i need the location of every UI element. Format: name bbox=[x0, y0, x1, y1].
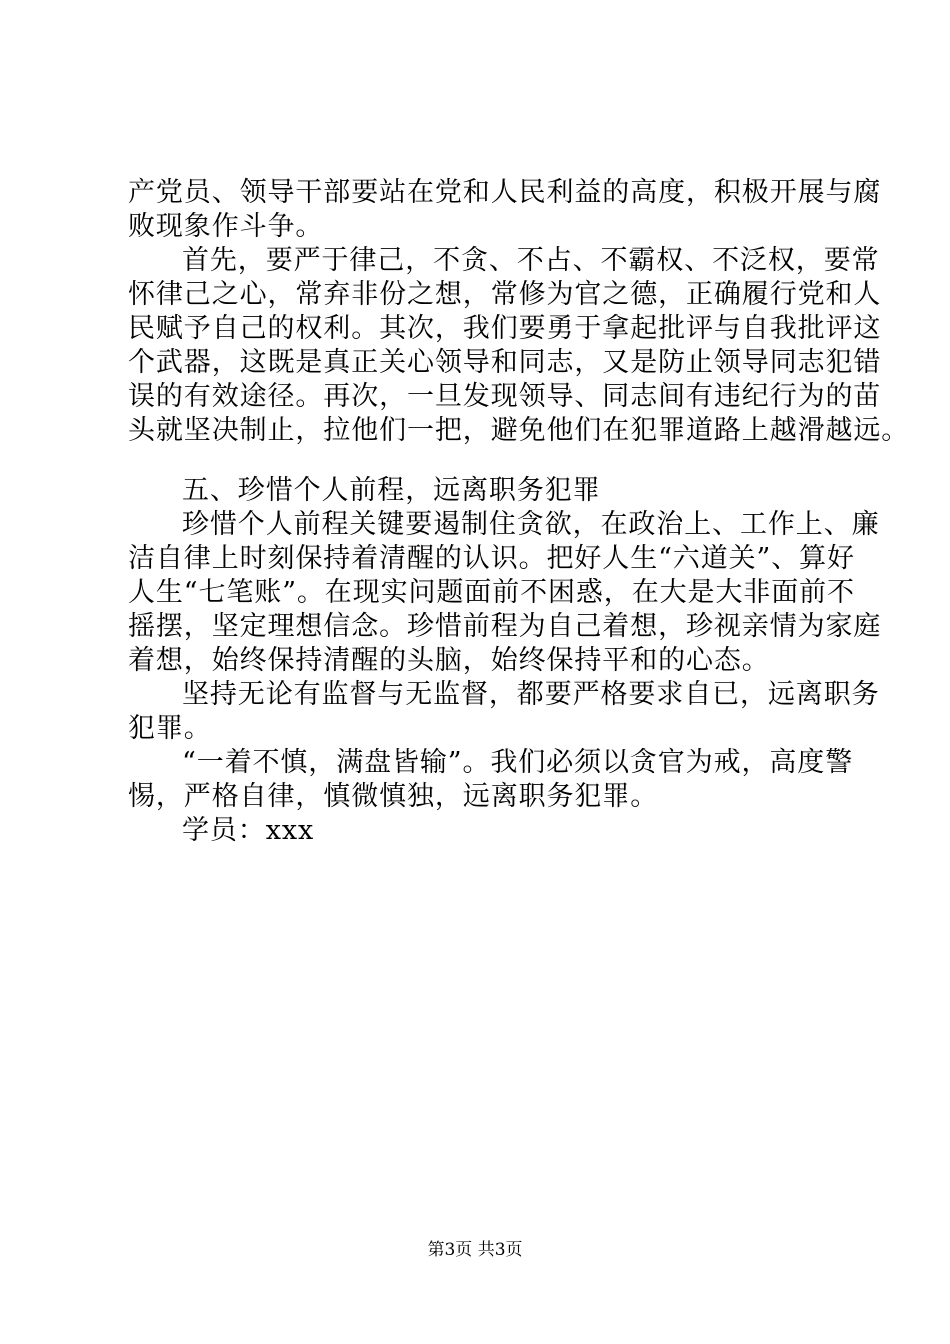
paragraph-line: 民赋予自己的权利。其次，我们要勇于拿起批评与自我批评这 bbox=[128, 313, 882, 344]
paragraph-line: “一着不慎，满盘皆输”。我们必须以贪官为戒，高度警 bbox=[182, 747, 854, 778]
signature: 学员：xxx bbox=[182, 815, 315, 846]
paragraph-line: 犯罪。 bbox=[128, 713, 212, 744]
paragraph-line: 败现象作斗争。 bbox=[128, 211, 324, 242]
paragraph-line: 产党员、领导干部要站在党和人民利益的高度，积极开展与腐 bbox=[128, 177, 882, 208]
section-heading: 五、珍惜个人前程，远离职务犯罪 bbox=[182, 475, 601, 506]
paragraph-line: 人生“七笔账”。在现实问题面前不困惑，在大是大非面前不 bbox=[128, 577, 855, 608]
paragraph-line: 着想，始终保持清醒的头脑，始终保持平和的心态。 bbox=[128, 645, 770, 676]
paragraph-line: 头就坚决制止，拉他们一把，避免他们在犯罪道路上越滑越远。 bbox=[128, 415, 910, 446]
paragraph-line: 误的有效途径。再次，一旦发现领导、同志间有违纪行为的苗 bbox=[128, 381, 882, 412]
paragraph-line: 个武器，这既是真正关心领导和同志，又是防止领导同志犯错 bbox=[128, 347, 882, 378]
paragraph-line: 怀律己之心，常弃非份之想，常修为官之德，正确履行党和人 bbox=[128, 279, 882, 310]
paragraph-line: 洁自律上时刻保持着清醒的认识。把好人生“六道关”、算好 bbox=[128, 543, 855, 574]
paragraph-line: 坚持无论有监督与无监督，都要严格要求自已，远离职务 bbox=[182, 679, 880, 710]
paragraph-line: 首先，要严于律己，不贪、不占、不霸权、不泛权，要常 bbox=[182, 245, 880, 276]
paragraph-line: 珍惜个人前程关键要遏制住贪欲，在政治上、工作上、廉 bbox=[182, 509, 880, 540]
paragraph-line: 摇摆，坚定理想信念。珍惜前程为自己着想，珍视亲情为家庭 bbox=[128, 611, 882, 642]
paragraph-line: 惕，严格自律，慎微慎独，远离职务犯罪。 bbox=[128, 781, 659, 812]
page-footer: 第3页 共3页 bbox=[427, 1240, 523, 1260]
